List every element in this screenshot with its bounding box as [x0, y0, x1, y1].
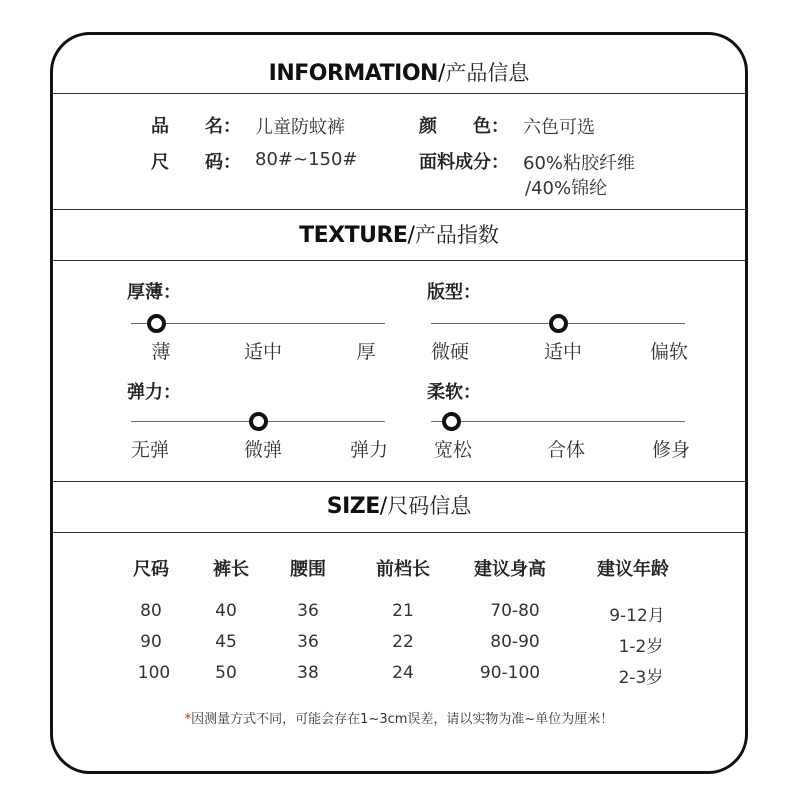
size-table-cell: 36 — [297, 632, 319, 652]
size-title-cn: 尺码信息 — [387, 494, 472, 518]
softness-scale-track — [431, 421, 685, 422]
thickness-option-thick: 厚 — [356, 341, 376, 363]
fit-style-option-medium: 适中 — [543, 341, 583, 363]
information-title-en: INFORMATION — [268, 61, 438, 86]
elasticity-option-slight: 微弹 — [243, 439, 283, 461]
size-table-header: 建议年龄 — [597, 559, 669, 580]
size-table-header: 建议身高 — [474, 559, 546, 580]
size-table-cell: 45 — [215, 632, 237, 652]
size-table-cell: 70-80 — [490, 601, 540, 621]
color-value: 六色可选 — [523, 117, 595, 138]
size-table-cell: 100 — [137, 663, 171, 683]
note-text: 因测量方式不同，可能会存在1~3cm误差，请以实物为准~单位为厘米！ — [191, 712, 614, 727]
title-slash: / — [437, 61, 446, 86]
size-title — [53, 490, 745, 520]
size-table-cell: 24 — [392, 663, 414, 683]
size-label: 尺 码： — [151, 152, 241, 173]
size-table-cell: 36 — [297, 601, 319, 621]
softness-option-loose: 宽松 — [433, 439, 473, 461]
fit-style-option-firm: 微硬 — [430, 341, 470, 363]
texture-title-cn: 产品指数 — [414, 223, 499, 247]
color-label: 颜 色： — [419, 116, 509, 137]
fit-style-level-marker — [549, 314, 568, 333]
texture-title-en: TEXTURE — [299, 223, 408, 248]
size-table-cell: 90 — [140, 632, 162, 652]
size-table-header: 前档长 — [376, 559, 430, 580]
size-table-header: 裤长 — [213, 559, 249, 580]
fabric-value-2: /40%锦纶 — [525, 178, 608, 199]
information-title-cn: 产品信息 — [445, 61, 530, 85]
metric-label-fit-style: 版型： — [427, 282, 481, 303]
name-label: 品 名： — [151, 116, 241, 137]
size-table-header: 尺码 — [133, 559, 169, 580]
measurement-note — [53, 708, 745, 727]
metric-label-softness: 柔软： — [427, 382, 481, 403]
fabric-value-1: 60%粘胶纤维 — [523, 153, 636, 174]
size-table-cell: 9-12月 — [609, 606, 665, 626]
elasticity-level-marker — [249, 412, 268, 431]
size-table-cell: 2-3岁 — [618, 668, 664, 688]
size-table-cell: 1-2岁 — [618, 637, 664, 657]
softness-option-regular: 合体 — [546, 439, 586, 461]
size-table-header: 腰围 — [290, 559, 326, 580]
size-table-cell: 40 — [215, 601, 237, 621]
size-table-cell: 38 — [297, 663, 319, 683]
size-table-cell: 21 — [392, 601, 414, 621]
note-star: * — [184, 712, 192, 727]
divider — [53, 481, 745, 482]
softness-level-marker — [442, 412, 461, 431]
size-table-cell: 80 — [140, 601, 162, 621]
elasticity-option-stretch: 弹力 — [349, 439, 389, 461]
thickness-level-marker — [147, 314, 166, 333]
size-table-cell: 90-100 — [479, 663, 541, 683]
product-info-card — [50, 32, 748, 774]
title-slash: / — [407, 223, 415, 248]
divider — [53, 532, 745, 533]
fabric-label: 面料成分： — [419, 152, 509, 173]
metric-label-elasticity: 弹力： — [127, 382, 181, 403]
metric-label-thickness: 厚薄： — [127, 282, 181, 303]
information-title — [53, 57, 745, 87]
divider — [53, 209, 745, 210]
thickness-option-thin: 薄 — [151, 341, 171, 363]
size-table-cell: 50 — [215, 663, 237, 683]
name-value: 儿童防蚊裤 — [255, 117, 345, 138]
title-slash: / — [379, 494, 388, 519]
texture-title — [53, 219, 745, 249]
size-table-cell: 80-90 — [490, 632, 540, 652]
divider — [53, 93, 745, 94]
fit-style-option-soft: 偏软 — [649, 341, 689, 363]
size-title-en: SIZE — [326, 494, 380, 519]
elasticity-option-none: 无弹 — [130, 439, 170, 461]
divider — [53, 260, 745, 261]
size-value: 80#~150# — [255, 149, 358, 170]
thickness-option-medium: 适中 — [243, 341, 283, 363]
thickness-scale-track — [131, 323, 385, 324]
softness-option-slim: 修身 — [651, 439, 691, 461]
size-table-cell: 22 — [392, 632, 414, 652]
